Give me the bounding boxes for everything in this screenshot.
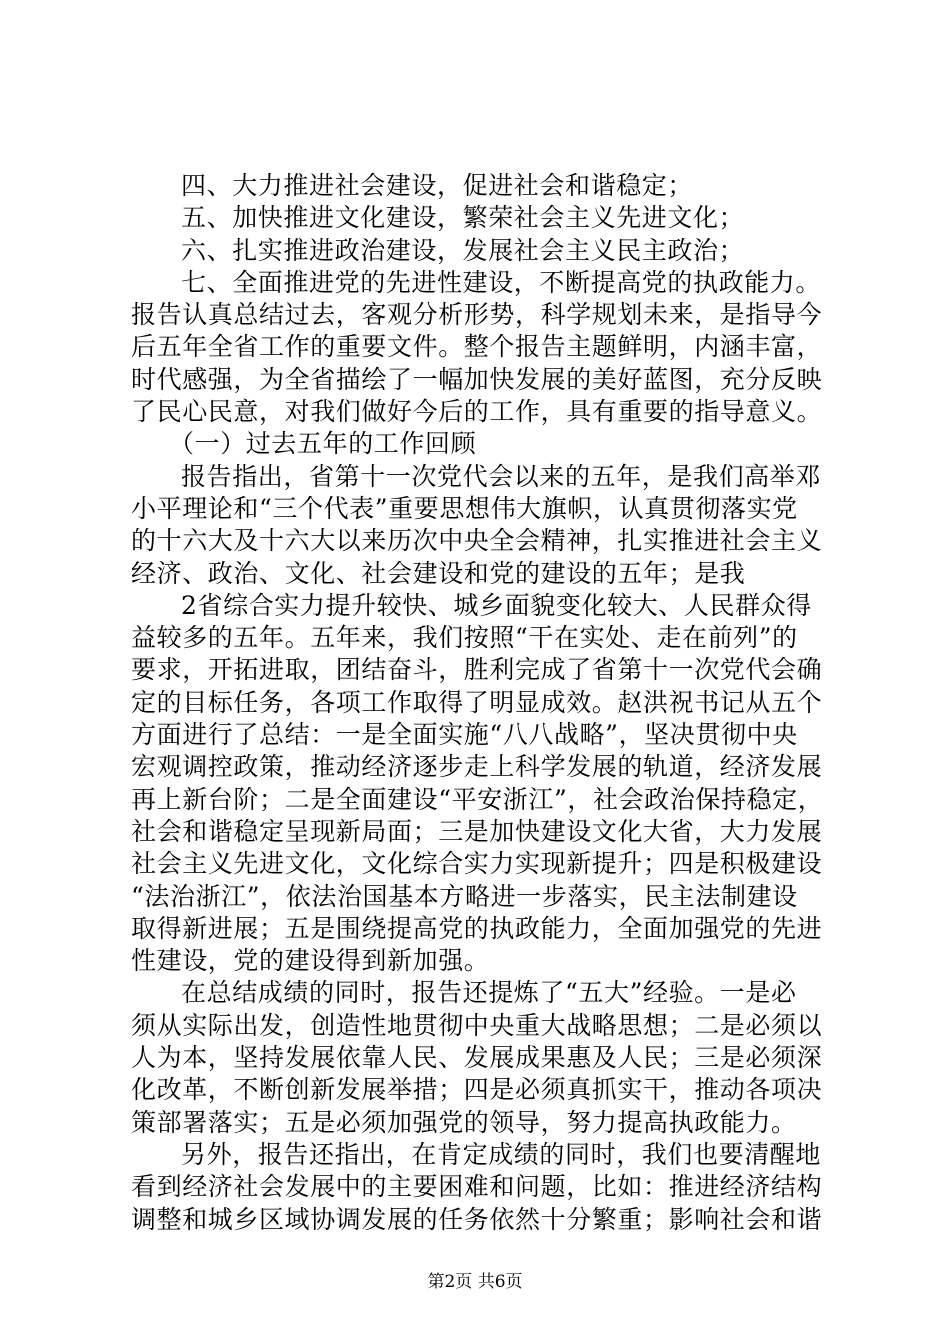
text-line: （一）过去五年的工作回顾 (169, 429, 477, 459)
document-body (131, 170, 831, 1236)
text-line: 要求，开拓进取，团结奋斗，胜利完成了省第十一次党代会确 (131, 655, 823, 685)
text-line: 六、扎实推进政治建设，发展社会主义民主政治； (181, 235, 745, 265)
text-line: 报告认真总结过去，客观分析形势，科学规划未来，是指导今 (131, 300, 823, 330)
text-line: 看到经济社会发展中的主要困难和问题，比如：推进经济结构 (131, 1172, 823, 1202)
text-line: 化改革，不断创新发展举措；四是必须真抓实干，推动各项决 (131, 1075, 823, 1105)
text-line: 策部署落实；五是必须加强党的领导，努力提高执政能力。 (131, 1107, 797, 1137)
text-line: 另外，报告还指出，在肯定成绩的同时，我们也要清醒地 (181, 1139, 822, 1169)
text-line: 四、大力推进社会建设，促进社会和谐稳定； (181, 171, 694, 200)
text-line: 再上新台阶；二是全面建设“平安浙江”，社会政治保持稳定， (131, 784, 824, 814)
text-line: 的十六大及十六大以来历次中央全会精神，扎实推进社会主义 (131, 526, 823, 556)
text-line: 时代感强，为全省描绘了一幅加快发展的美好蓝图，充分反映 (131, 364, 823, 394)
text-line: 性建设，党的建设得到新加强。 (131, 946, 490, 976)
text-line: 后五年全省工作的重要文件。整个报告主题鲜明，内涵丰富， (131, 332, 823, 362)
text-line: 五、加快推进文化建设，繁荣社会主义先进文化； (181, 203, 745, 233)
text-line: 益较多的五年。五年来，我们按照“干在实处、走在前列”的 (131, 623, 798, 653)
text-line: 取得新进展；五是围绕提高党的执政能力，全面加强党的先进 (131, 913, 823, 943)
text-line: 方面进行了总结：一是全面实施“八八战略”，坚决贯彻中央 (131, 720, 798, 750)
text-line: “法治浙江”，依法治国基本方略进一步落实，民主法制建设 (131, 881, 798, 911)
text-line: 定的目标任务，各项工作取得了明显成效。赵洪祝书记从五个 (131, 687, 823, 717)
text-line: 2省综合实力提升较快、城乡面貌变化较大、人民群众得 (181, 590, 812, 620)
text-line: 社会主义先进文化，文化综合实力实现新提升；四是积极建设 (131, 849, 823, 879)
text-line: 经济、政治、文化、社会建设和党的建设的五年；是我 (131, 558, 746, 588)
text-line: 了民心民意，对我们做好今后的工作，具有重要的指导意义。 (131, 397, 823, 427)
text-line: 在总结成绩的同时，报告还提炼了“五大”经验。一是必 (181, 978, 797, 1008)
text-line: 须从实际出发，创造性地贯彻中央重大战略思想；二是必须以 (131, 1010, 823, 1040)
page-footer: 第2页 共6页 (427, 1272, 523, 1292)
text-line: 报告指出，省第十一次党代会以来的五年，是我们高举邓 (181, 461, 822, 491)
text-line: 调整和城乡区域协调发展的任务依然十分繁重；影响社会和谐 (131, 1204, 823, 1234)
text-line: 社会和谐稳定呈现新局面；三是加快建设文化大省，大力发展 (131, 816, 823, 846)
text-line: 七、全面推进党的先进性建设，不断提高党的执政能力。 (181, 267, 822, 297)
text-line: 人为本，坚持发展依靠人民、发展成果惠及人民；三是必须深 (131, 1043, 823, 1073)
text-line: 小平理论和“三个代表”重要思想伟大旗帜，认真贯彻落实党 (131, 493, 798, 523)
text-line: 宏观调控政策，推动经济逐步走上科学发展的轨道，经济发展 (131, 752, 823, 782)
